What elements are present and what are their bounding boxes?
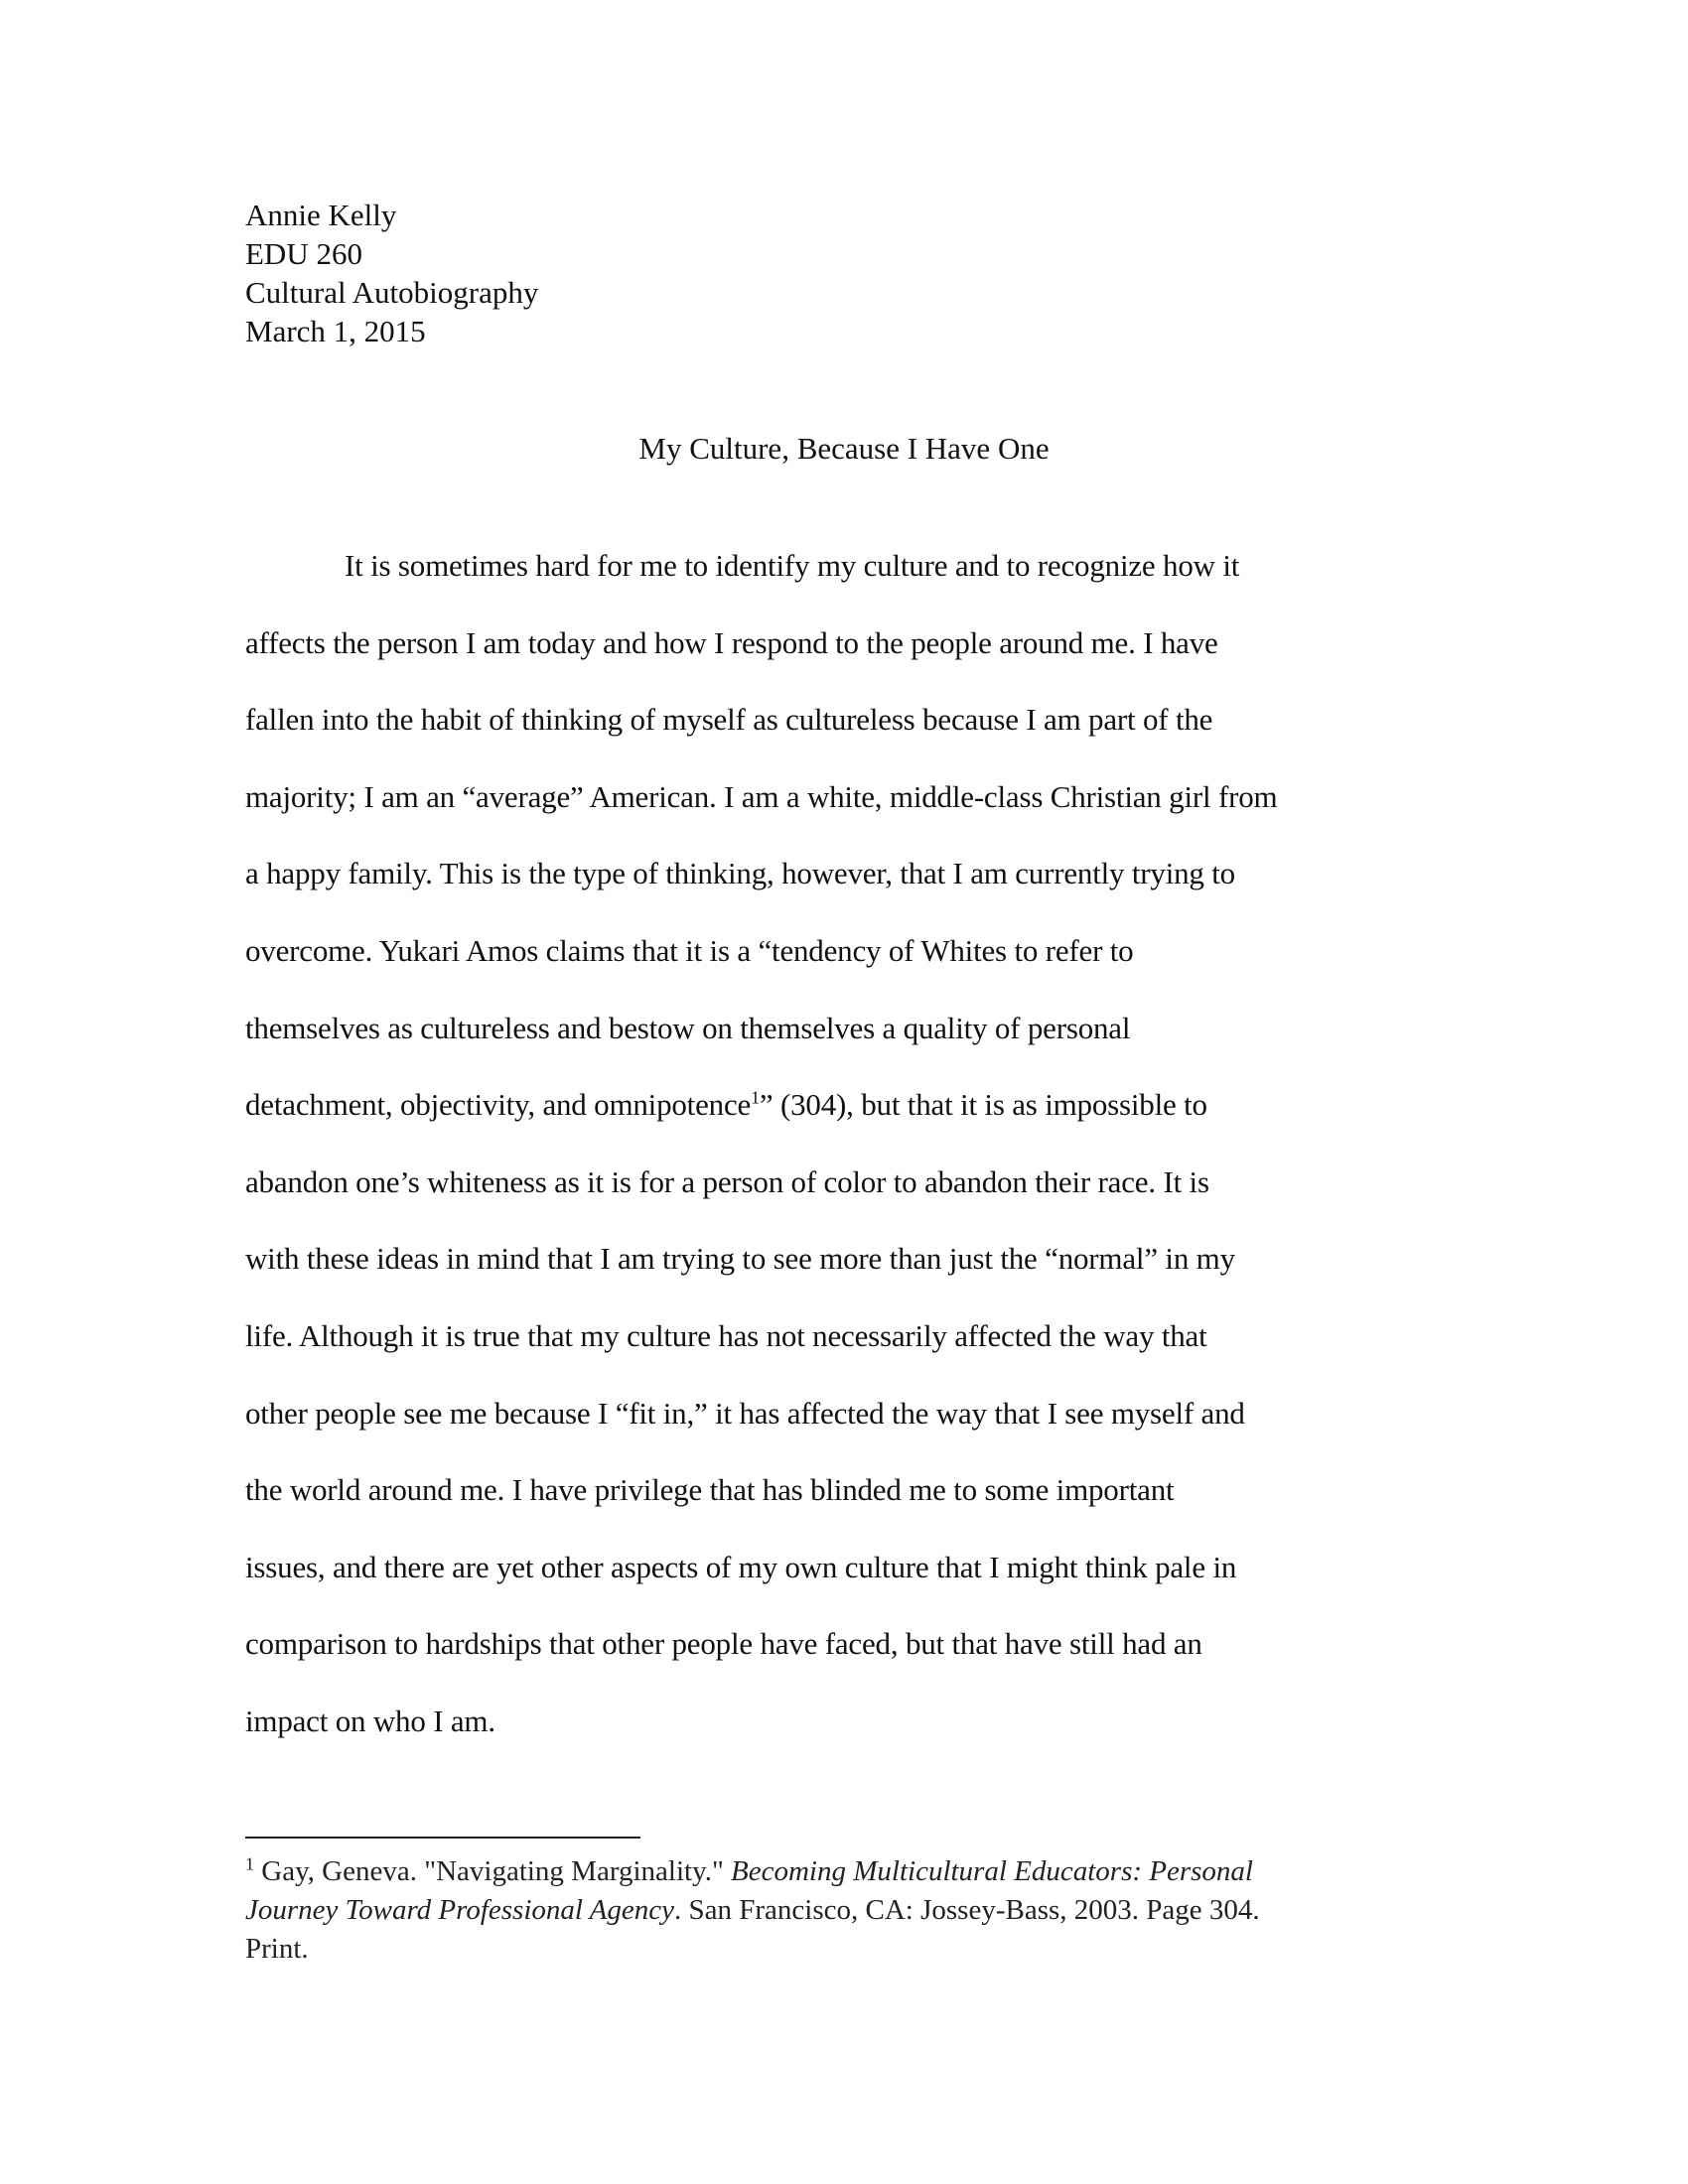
body-line: the world around me. I have privilege that has blinded me to some important bbox=[245, 1472, 1175, 1508]
body-line: It is sometimes hard for me to identify my culture and to recognize how it bbox=[345, 548, 1240, 583]
body-line: fallen into the habit of thinking of myself as cultureless because I am part of the bbox=[245, 702, 1213, 738]
assignment-name: Cultural Autobiography bbox=[245, 275, 539, 310]
essay-body bbox=[245, 541, 1437, 1774]
body-line: majority; I am an “average” American. I am a white, middle-class Christian girl from bbox=[245, 778, 1278, 814]
course-code: EDU 260 bbox=[245, 236, 362, 271]
body-line: overcome. Yukari Amos claims that it is a “tendency of Whites to refer to bbox=[245, 932, 1134, 968]
body-line: affects the person I am today and how I respond to the people around me. I have bbox=[245, 624, 1218, 660]
footnote-text: Gay, Geneva. "Navigating Marginality." bbox=[254, 1855, 732, 1887]
footnote-marker: 1 bbox=[245, 1853, 254, 1874]
footnote-line bbox=[245, 1891, 1437, 1930]
body-line-text-continued: ” (304), but that it is as impossible to bbox=[759, 1087, 1207, 1123]
body-line: themselves as cultureless and bestow on themselves a quality of personal bbox=[245, 1010, 1131, 1045]
date: March 1, 2015 bbox=[245, 314, 426, 348]
body-line: life. Although it is true that my culture has not necessarily affected the way that bbox=[245, 1317, 1207, 1353]
body-line: with these ideas in mind that I am trying to see more than just the “normal” in my bbox=[245, 1241, 1235, 1277]
footnote-book-title: Journey Toward Professional Agency bbox=[245, 1894, 675, 1926]
body-line: a happy family. This is the type of thinking, however, that I am currently trying to bbox=[245, 856, 1235, 891]
essay-title: My Culture, Because I Have One bbox=[638, 431, 1050, 466]
footnote-text: . San Francisco, CA: Jossey-Bass, 2003. Page 304. bbox=[674, 1894, 1260, 1926]
heading-block bbox=[245, 196, 538, 350]
body-line: abandon one’s whiteness as it is for a person of color to abandon their race. It is bbox=[245, 1163, 1209, 1199]
body-line: impact on who I am. bbox=[245, 1703, 495, 1738]
footnote-book-title: Becoming Multicultural Educators: Personal bbox=[731, 1855, 1253, 1887]
body-line: other people see me because I “fit in,” it has affected the way that I see myself and bbox=[245, 1395, 1245, 1431]
footnote-reference[interactable]: 1 bbox=[751, 1087, 760, 1108]
body-line: comparison to hardships that other people have faced, but that have still had an bbox=[245, 1626, 1202, 1662]
footnote-separator bbox=[245, 1837, 640, 1839]
body-line: issues, and there are yet other aspects of my own culture that I might think pale in bbox=[245, 1549, 1237, 1584]
author-name: Annie Kelly bbox=[245, 198, 397, 232]
footnote bbox=[245, 1852, 1437, 1969]
footnote-line: Print. bbox=[245, 1933, 309, 1965]
footnote-line bbox=[245, 1852, 1437, 1891]
body-line-text: detachment, objectivity, and omnipotence bbox=[245, 1087, 752, 1123]
body-line-with-footnote-ref bbox=[245, 1080, 1437, 1158]
